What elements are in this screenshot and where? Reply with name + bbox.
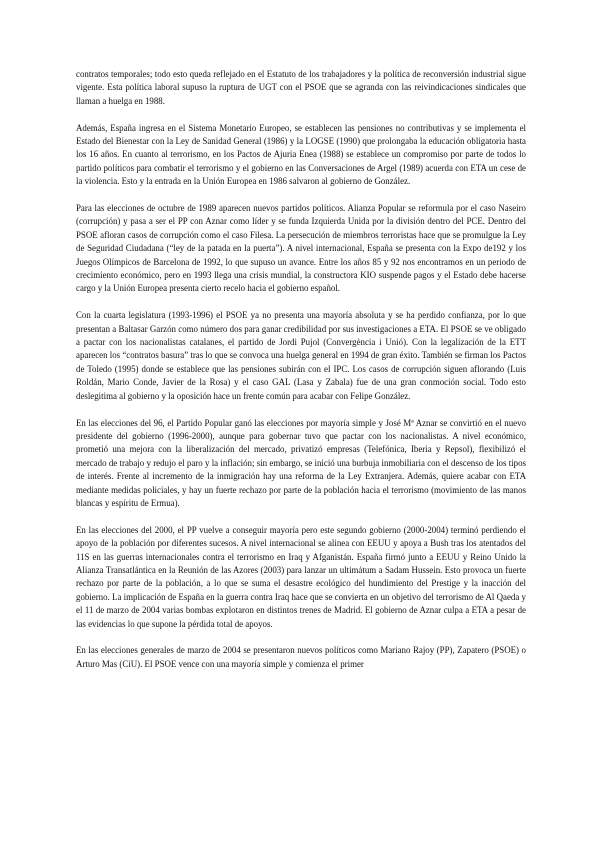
paragraph-sistema-monetario: Además, España ingresa en el Sistema Monetario Europeo, se establecen las pensiones no contributivas y se implementa el Estado del Bienestar con la Ley de Sanidad General (1986) y la LOGSE (1990) que prolongaba la educación obligatoria hasta los 16 años. En cuanto al terrorismo, en los Pactos de Ajuria Enea (1988) se establece un compromiso por parte de todos lo partido políticos para combatir el terrorismo y el gobierno en las Conversaciones de Argel (1989) acuerda con ETA un cese de la violencia. Esto y la entrada en la Unión Europea en 1986 salvaron al gobierno de González. xyxy=(76,122,526,187)
paragraph-elecciones-2004: En las elecciones generales de marzo de 2004 se presentaron nuevos políticos como Mariano Rajoy (PP), Zapatero (PSOE) o Arturo Mas (CiU). El PSOE vence con una mayoría simple y comienza el primer xyxy=(76,645,526,669)
paragraph-estatuto-trabajadores: contratos temporales; todo esto queda reflejado en el Estatuto de los trabajadores y la política de reconversión industrial sigue vigente. Esta política laboral supuso la ruptura de UGT con el PSOE que se agranda con las reivindicaciones sindicales que llaman a huelga en 1988. xyxy=(76,69,526,106)
paragraph-elecciones-96: En las elecciones del 96, el Partido Popular ganó las elecciones por mayoría simple y José Mª Aznar se convirtió en el nuevo presidente del gobierno (1996-2000), aunque para gobernar tuvo que pactar con los nacionalistas. A nivel económico, prometió una mejora con la liberalización del mercado, privatizó empresas (Telefónica, Iberia y Repsol), flexibilizó el mercado de trabajo y redujo el paro y la inflación; sin embargo, se inició una burbuja inmobiliaria con el descenso de los tipos de interés. Frente al incremento de la inmigración hay una reforma de la Ley Extranjera. Además, quiere acabar con ETA mediante medidas policiales, y hay un fuerte rechazo por parte de la población hacia el terrorismo (movimiento de las manos blancas y espíritu de Ermua). xyxy=(76,417,526,508)
paragraph-elecciones-2000: En las elecciones del 2000, el PP vuelve a conseguir mayoría pero este segundo gobierno (2000-2004) terminó perdiendo el apoyo de la población por diferentes sucesos. A nivel internacional se alinea con EEUU y apoya a Bush tras los atentados del 11S en las guerras internacionales contra el terrorismo en Iraq y Afganistán. España firmó junto a EEUU y Reino Unido la Alianza Transatlántica en la Reunión de las Azores (2003) para lanzar un ultimátum a Sadam Hussein. Esto provoca un fuerte rechazo por parte de la población, a lo que se suma el desastre ecológico del hundimiento del Prestige y la inacción del gobierno. La implicación de España en la guerra contra Iraq hace que se convierta en un objetivo del terrorismo de Al Qaeda y el 11 de marzo de 2004 varias bombas explotaron en distintos trenes de Madrid. El gobierno de Aznar culpa a ETA a pesar de las evidencias lo que supone la pérdida total de apoyos. xyxy=(76,524,526,629)
paragraph-cuarta-legislatura: Con la cuarta legislatura (1993-1996) el PSOE ya no presenta una mayoría absoluta y se ha perdido confianza, por lo que presentan a Baltasar Garzón como número dos para ganar credibilidad por sus investigaciones a ETA. El PSOE se ve obligado a pactar con los nacionalistas catalanes, el partido de Jordi Pujol (Convergència i Unió). Con la legalización de la ETT aparecen los “contratos basura” tras lo que se convoca una huelga general en 1994 de gran éxito. También se firman los Pactos de Toledo (1995) donde se establece que las pensiones subirán con el IPC. Los casos de corrupción siguen aflorando (Luis Roldán, Mario Conde, Javier de la Rosa) y el caso GAL (Lasa y Zabala) fue de una gran conmoción social. Todo esto deslegitima al gobierno y la oposición hace un frente común para acabar con Felipe González. xyxy=(76,310,526,401)
document-page xyxy=(76,68,526,685)
paragraph-elecciones-1989: Para las elecciones de octubre de 1989 aparecen nuevos partidos políticos. Alianza Popular se reformula por el caso Naseiro (corrupción) y pasa a ser el PP con Aznar como líder y se funda Izquierda Unida por la división dentro del PCE. Dentro del PSOE afloran casos de corrupción como el caso Filesa. La persecución de miembros terroristas hace que se promulgue la Ley de Seguridad Ciudadana (“ley de la patada en la puerta”). A nivel internacional, España se presenta con la Expo de192 y los Juegos Olímpicos de Barcelona de 1992, lo que supuso un avance. Entre los años 85 y 92 nos encontramos en un periodo de crecimiento económico, pero en 1993 llega una crisis mundial, la constructora KIO suspende pagos y el Estado debe hacerse cargo y la Unión Europea presenta cierto recelo hacia el gobierno español. xyxy=(76,203,526,294)
